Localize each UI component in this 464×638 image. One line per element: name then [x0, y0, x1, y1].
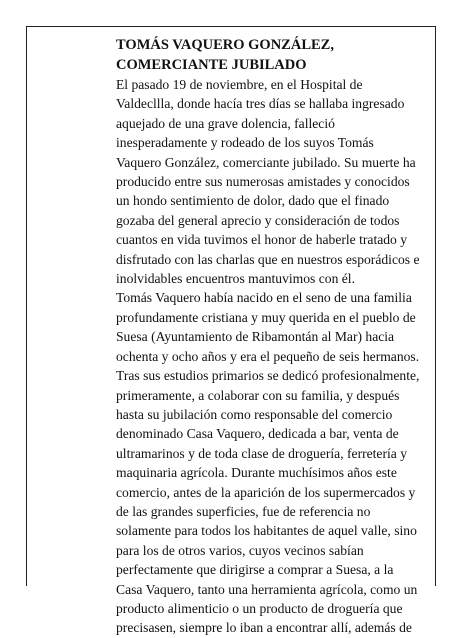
text-line: denominado Casa Vaquero, dedicada a bar, venta de [116, 426, 399, 442]
text-line: precisasen, siempre lo iban a encontrar allí, además de [116, 620, 412, 636]
text-line: producido entre sus numerosas amistades y conocidos [116, 174, 410, 190]
text-line: un hondo sentimiento de dolor, dado que el finado [116, 193, 390, 209]
paragraph-2 [116, 288, 424, 637]
text-line: producto alimenticio o un producto de droguería que [116, 600, 403, 616]
text-line: Tomás Vaquero había nacido en el seno de una familia [116, 290, 412, 306]
text-line: ochenta y ocho años y era el pequeño de seis hermanos. [116, 348, 420, 364]
article-headline [116, 36, 424, 75]
text-line: Vaquero González, comerciante jubilado. Su muerte ha [116, 154, 416, 170]
text-line: de las grandes superficies, fue de referencia no [116, 503, 371, 519]
text-line: El pasado 19 de noviembre, en el Hospital de [116, 77, 363, 92]
obituary-article [116, 36, 424, 638]
text-line: Casa Vaquero, tanto una herramienta agrícola, como un [116, 581, 418, 597]
text-line: maquinaria agrícola. Durante muchísimos años este [116, 465, 397, 481]
text-line: solamente para todos los habitantes de aquel valle, sino [116, 523, 417, 539]
text-line: Tras sus estudios primarios se dedicó profesionalmente, [116, 368, 420, 384]
text-line: hasta su jubilación como responsable del comercio [116, 406, 393, 422]
headline-line: TOMÁS VAQUERO GONZÁLEZ, [116, 37, 334, 53]
text-line: ultramarinos y de toda clase de droguería, ferretería y [116, 445, 407, 461]
text-line: aquejado de una grave dolencia, falleció [116, 115, 335, 131]
text-line: inolvidables encuentros mantuvimos con él. [116, 271, 355, 287]
text-line: disfrutado con las charlas que en nuestros esporádicos e [116, 251, 420, 267]
text-line: cuantos en vida tuvimos el honor de haberle tratado y [116, 232, 408, 248]
text-line: para los de otros varios, cuyos vecinos sabían [116, 542, 364, 558]
text-line: comercio, antes de la aparición de los supermercados y [116, 484, 416, 500]
text-line: profundamente cristiana y muy querida en el pueblo de [116, 309, 416, 325]
text-line: Valdecllla, donde hacía tres días se hallaba ingresado [116, 96, 405, 112]
text-line: gozaba del general aprecio y consideración de todos [116, 212, 400, 228]
text-line: inesperadamente y rodeado de los suyos Tomás [116, 135, 374, 151]
headline-line: COMERCIANTE JUBILADO [116, 56, 307, 73]
text-line: perfectamente que dirigirse a comprar a Suesa, a la [116, 562, 394, 578]
text-line: primeramente, a colaborar con su familia, y después [116, 387, 400, 403]
paragraph-1 [116, 75, 424, 288]
text-line: Suesa (Ayuntamiento de Ribamontán al Mar) hacia [116, 329, 395, 345]
